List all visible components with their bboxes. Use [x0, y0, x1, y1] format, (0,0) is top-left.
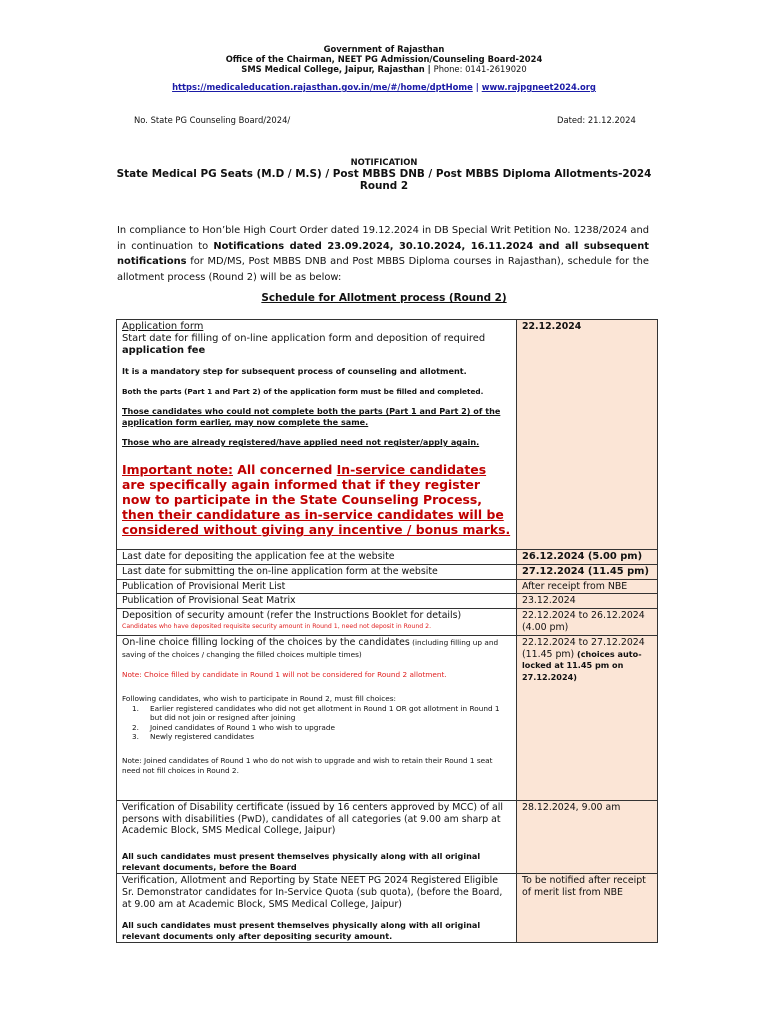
list-item-number: 1.	[132, 703, 139, 713]
list-item	[126, 732, 511, 742]
submit-label: Last date for submitting the on-line application form at the website	[117, 564, 517, 579]
choice-date	[517, 635, 658, 800]
disability-label: Verification of Disability certificate (issued by 16 centers approved by MCC) of all persons with disabilities (PwD), candidates of all categories (at 9.00 am sharp at Academic Block, SMS Medical College, Jaipur)	[122, 801, 504, 837]
disability-cell	[117, 800, 517, 873]
application-start-text: Start date for filling of on-line application form and deposition of required	[122, 332, 486, 344]
notification-title: State Medical PG Seats (M.D / M.S) / Post MBBS DNB / Post MBBS Diploma Allotments-2024	[116, 168, 652, 180]
seat-date: 23.12.2024	[517, 594, 658, 609]
disability-note: All such candidates must present themselves physically along with all original relevant documents, before the Board	[122, 851, 481, 872]
table-row	[117, 320, 658, 550]
choice-date-text: 22.12.2024 to 27.12.2024 (11.45 pm)	[522, 636, 645, 660]
schedule-table	[116, 319, 658, 943]
intro-text-2: for MD/MS, Post MBBS DNB and Post MBBS Diploma courses in Rajasthan), schedule for the allotment process (Round 2) will be as below:	[117, 256, 649, 283]
important-label: Important note:	[122, 461, 233, 477]
header-office: Office of the Chairman, NEET PG Admission/Counseling Board-2024	[225, 54, 543, 64]
reference-number: No. State PG Counseling Board/2024/	[134, 115, 291, 125]
important-text-2: are specifically again informed that if they register now to participate in the State Counseling Process,	[122, 476, 482, 508]
mandatory-note: It is a mandatory step for subsequent process of counseling and allotment.	[122, 366, 467, 377]
table-row	[117, 594, 658, 609]
important-note	[122, 462, 511, 538]
list-item-text: Newly registered candidates	[150, 732, 255, 742]
list-item	[126, 723, 511, 733]
table-row	[117, 550, 658, 565]
list-item-number: 2.	[132, 722, 139, 732]
header-phone: Phone: 0141-2619020	[433, 64, 527, 74]
choice-list	[126, 704, 511, 742]
application-fee-text: application fee	[122, 344, 206, 356]
reporting-label: Verification, Allotment and Reporting by State NEET PG 2024 Registered Eligible Sr. Demonstrator candidates for In-Service Quota (sub quota), (before the Board, at 9.00 am at Academic Block, SMS Medical College, Jaipur)	[122, 874, 503, 910]
reporting-cell	[117, 873, 517, 942]
important-inservice: In-service candidates	[336, 461, 487, 477]
notification-round: Round 2	[359, 180, 409, 192]
reporting-note: All such candidates must present themselves physically along with all original relevant documents only after depositing security amount.	[122, 920, 481, 941]
table-row	[117, 800, 658, 873]
header-address	[0, 64, 768, 74]
security-note: Candidates who have deposited requisite security amount in Round 1, need not deposit in Round 2.	[122, 622, 432, 630]
table-row	[117, 609, 658, 636]
application-heading: Application form	[122, 321, 204, 332]
disability-date: 28.12.2024, 9.00 am	[517, 800, 658, 873]
table-row	[117, 635, 658, 800]
intro-notifications: Notifications dated 23.09.2024, 30.10.2024, 16.11.2024 and all subsequent notifications	[117, 240, 649, 267]
header-separator: |	[424, 64, 434, 74]
link-medical-education[interactable]: https://medicaleducation.rajasthan.gov.in/me/#/home/dptHome	[172, 82, 473, 92]
choice-note-red: Note: Choice filled by candidate in Round 1 will not be considered for Round 2 allotment.	[122, 670, 447, 680]
link-rajpgneet[interactable]: www.rajpgneet2024.org	[481, 82, 596, 92]
dated: Dated: 21.12.2024	[557, 115, 636, 125]
submit-date: 27.12.2024 (11.45 pm)	[517, 564, 658, 579]
application-cell	[117, 320, 517, 550]
choice-cell	[117, 635, 517, 800]
header-links	[0, 82, 768, 92]
incomplete-note: Those candidates who could not complete both the parts (Part 1 and Part 2) of the application form earlier, may now complete the same.	[122, 406, 501, 427]
schedule-title: Schedule for Allotment process (Round 2)	[261, 292, 507, 304]
list-item-text: Joined candidates of Round 1 who wish to upgrade	[150, 722, 336, 732]
registered-note: Those who are already registered/have applied need not register/apply again.	[122, 437, 480, 448]
fee-date: 26.12.2024 (5.00 pm)	[517, 550, 658, 565]
security-label: Deposition of security amount (refer the Instructions Booklet for details)	[122, 610, 462, 622]
table-row	[117, 873, 658, 942]
table-row	[117, 579, 658, 594]
choice-label-small: (including filling up and saving of the choices / changing the filled choices multiple times)	[122, 637, 499, 659]
both-parts-note: Both the parts (Part 1 and Part 2) of the application form must be filled and completed.	[122, 386, 484, 396]
choice-note-joined: Note: Joined candidates of Round 1 who do not wish to upgrade and wish to retain their Round 1 seat need not fill choices in Round 2.	[122, 755, 493, 775]
intro-paragraph	[117, 223, 649, 285]
choice-label-text: On-line choice filling locking of the choices by the candidates	[122, 636, 410, 648]
merit-label: Publication of Provisional Merit List	[117, 579, 517, 594]
intro-text-1: In compliance to Hon’ble High Court Order dated 19.12.2024 in DB Special Writ Petition No. 1238/2024 and in continuation to	[117, 225, 649, 252]
choice-label	[122, 637, 511, 661]
important-text-1: All concerned	[232, 461, 337, 477]
security-cell	[117, 609, 517, 636]
list-item-number: 3.	[132, 732, 139, 742]
application-date: 22.12.2024	[517, 320, 658, 550]
merit-date: After receipt from NBE	[517, 579, 658, 594]
security-date: 22.12.2024 to 26.12.2024 (4.00 pm)	[517, 609, 658, 636]
table-row	[117, 564, 658, 579]
choice-following: Following candidates, who wish to participate in Round 2, must fill choices:	[122, 693, 396, 703]
reporting-date: To be notified after receipt of merit list from NBE	[517, 873, 658, 942]
fee-label: Last date for depositing the application fee at the website	[117, 550, 517, 565]
seat-label: Publication of Provisional Seat Matrix	[117, 594, 517, 609]
list-item	[126, 704, 511, 723]
important-text-3: then their candidature as in-service candidates will be considered without giving any incentive / bonus marks.	[122, 507, 511, 538]
header-college: SMS Medical College, Jaipur, Rajasthan	[241, 64, 425, 74]
header-government: Government of Rajasthan	[323, 44, 445, 54]
list-item-text: Earlier registered candidates who did not get allotment in Round 1 OR got allotment in Round 1 but did not join or resigned after joining	[150, 703, 500, 723]
choice-date-note: (choices auto-locked at 11.45 pm on 27.12.2024)	[522, 648, 642, 683]
link-separator: |	[472, 82, 482, 92]
notification-label: NOTIFICATION	[350, 157, 418, 167]
application-start	[122, 333, 511, 357]
